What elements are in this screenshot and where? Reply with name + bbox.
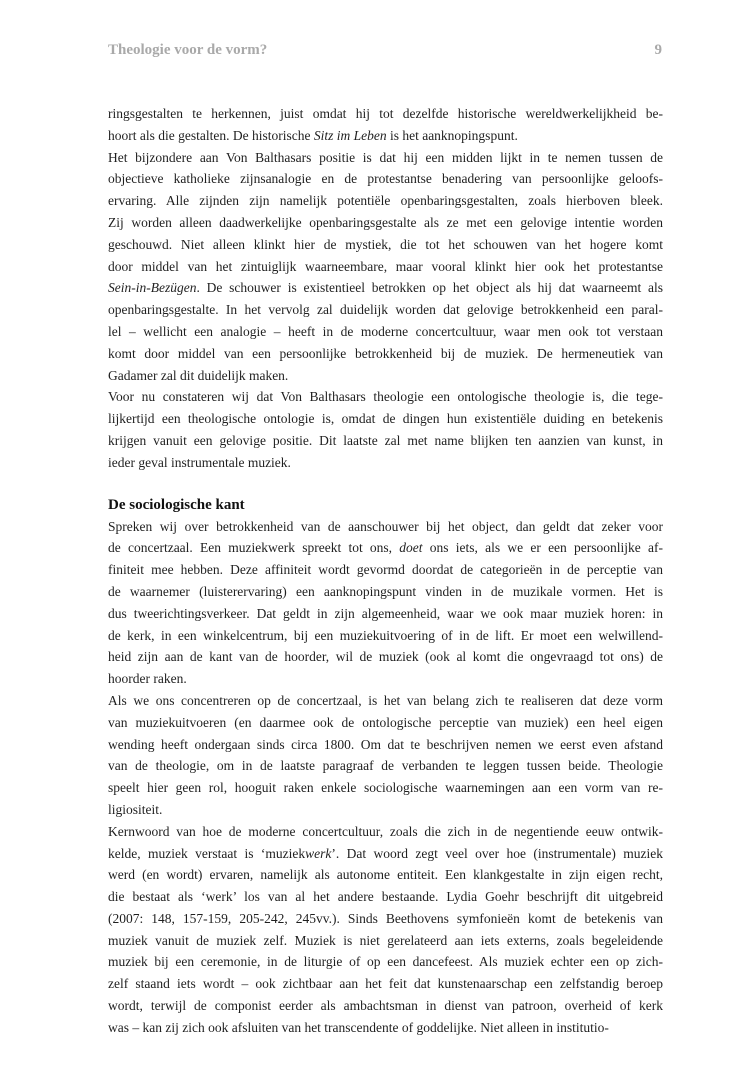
text-line [108,864,663,886]
text-run: ieder geval instrumentale muziek. [108,454,291,470]
text-line [108,147,663,169]
text-run: wending heeft ondergaan sinds circa 1800. Om dat te beschrijven nemen we eerst even afstand [108,736,663,752]
text-run: kelde, muziek verstaat is ‘muziek [108,845,306,861]
running-head [108,42,662,59]
text-line [108,646,663,668]
text-line [108,516,663,538]
text-run: krijgen vanuit een gelovige positie. Dit laatste zal met name blijken ten aanzien van kunst, in [108,432,663,448]
text-line [108,190,663,212]
text-line [108,168,663,190]
text-run: ligiositeit. [108,801,163,817]
text-run: de kerk, in een winkelcentrum, bij een muziekuitvoering of in de lift. Er moet een welwillend- [108,627,663,643]
text-line [108,668,663,690]
text-line [108,908,663,930]
text-run: openbaringsgestalte. In het vervolg zal duidelijk worden dat gelovige betrokkenheid een paral- [108,302,663,318]
text-run: Als we ons concentreren op de concertzaal, is het van belang zich te realiseren dat deze vorm [108,692,663,708]
text-run: van muziekuitvoeren (en daarmee ook de ontologische perceptie van muziek) een heel eigen [108,714,663,730]
page-number: 9 [654,42,662,58]
text-run: werd (en wordt) ervaren, namelijk als autonome entiteit. Een klankgestalte in zijn eigen recht, [108,867,663,883]
text-run: de waarnemer (luisterervaring) een aanknopingspunt vinden in de muzikale vormen. Het is [108,583,663,599]
text-run: speelt hier geen rol, hooguit raken enkele sociologische waarnemingen aan een vorm van re- [108,780,663,796]
text-line [108,843,663,865]
text-run: door middel van het zintuiglijk waarneembare, maar vooral klinkt hier ook het protestantse [108,258,663,274]
text-line [108,537,663,559]
italic-text: Sein-in-Bezügen [108,280,197,296]
text-line [108,365,663,387]
text-line [108,995,663,1017]
text-line [108,755,663,777]
text-run: Gadamer zal dit duidelijk maken. [108,367,289,383]
text-line [108,256,663,278]
text-line [108,581,663,603]
text-line [108,799,663,821]
paragraph [108,516,663,690]
text-run: lijkertijd een theologische ontologie is, omdat de dingen hun existentiële duiding en betekenis [108,411,663,427]
text-line [108,452,663,474]
text-run: Zij worden alleen daadwerkelijke openbaringsgestalte als ze met een gelovige intentie worden [108,214,663,230]
text-line [108,930,663,952]
text-line [108,343,663,365]
text-line [108,408,663,430]
text-run: is het aanknopingspunt. [386,127,518,143]
text-run: heid zijn aan de kant van de hoorder, wil de muziek (ook al komt die ongevraagd tot ons) de [108,649,663,665]
text-run: de concertzaal. Een muziekwerk spreekt tot ons, [108,540,400,556]
text-line [108,321,663,343]
text-line [108,690,663,712]
text-line [108,777,663,799]
text-line [108,821,663,843]
text-run: finiteit mee hebben. Deze affiniteit wordt gevormd doordat de categorieën in de perceptie van [108,562,663,578]
text-line [108,234,663,256]
text-run: dus tweerichtingsverkeer. Dat geldt in zijn algemeenheid, waar we ook maar muziek horen: in [108,605,663,621]
text-line [108,430,663,452]
text-run: Voor nu constateren wij dat Von Balthasars theologie een ontologische theologie is, die tege- [108,389,663,405]
text-line [108,625,663,647]
paragraph [108,147,663,387]
paragraph [108,386,663,473]
text-line [108,299,663,321]
text-line [108,103,663,125]
text-run: ringsgestalten te herkennen, juist omdat hij tot dezelfde historische wereldwerkelijkheid be- [108,106,663,121]
section-heading: De sociologische kant [108,496,245,513]
text-line [108,1017,663,1039]
text-line [108,603,663,625]
paragraph [108,690,663,821]
text-run: ’. Dat woord zegt veel over hoe (instrumentale) muziek [331,845,664,861]
text-run: was – kan zij zich ook afsluiten van het transcendente of goddelijke. Niet alleen in institutio- [108,1019,609,1035]
text-run: die bestaat als ‘werk’ los van al het andere bestaande. Lydia Goehr beschrijft dit uitgebreid [108,889,663,905]
text-run: hoorder raken. [108,671,187,687]
text-run: wordt, terwijl de componist eerder als ambachtsman in dienst van patroon, overheid of kerk [108,998,663,1014]
text-run: van de theologie, om in de laatste paragraaf de verbanden te leggen tussen beide. Theologie [108,758,663,774]
text-run: lel – wellicht een analogie – heeft in de moderne concertcultuur, waar men ook tot verstaan [108,323,663,339]
text-run: (2007: 148, 157-159, 205-242, 245vv.). Sinds Beethovens symfonieën komt de betekenis van [108,910,663,926]
text-run: Het bijzondere aan Von Balthasars positie is dat hij een midden lijkt in te nemen tussen de [108,149,663,165]
text-line [108,386,663,408]
text-line [108,559,663,581]
text-run: komt door middel van een persoonlijke betrokkenheid bij de muziek. De hermeneutiek van [108,345,663,361]
paragraph [108,103,663,147]
text-run: hoort als die gestalten. De historische [108,127,314,143]
text-line [108,712,663,734]
text-run: Spreken wij over betrokkenheid van de aanschouwer bij het object, dan geldt dat zeker voor [108,518,663,534]
text-line [108,212,663,234]
text-run: muziek vanuit de muziek zelf. Muziek is niet gerelateerd aan iets externs, zoals begeleidende [108,932,663,948]
text-line [108,973,663,995]
text-run: zelf staand iets wordt – ook zichtbaar aan het feit dat kunstenaarschap een zelfstandig beroep [108,976,663,992]
text-line [108,125,663,147]
text-line [108,951,663,973]
text-run: objectieve katholieke zijnsanalogie en de protestantse benadering van persoonlijke geloofs- [108,171,663,187]
text-line [108,277,663,299]
text-line [108,734,663,756]
italic-text: werk [305,845,332,861]
text-run: geschouwd. Niet alleen klinkt hier de mystiek, die tot het schouwen van het hogere komt [108,236,663,252]
text-run: muziek bij een ceremonie, in de liturgie of op een dancefeest. Als muziek echter een op zich- [108,954,663,970]
text-run: Kernwoord van hoe de moderne concertcultuur, zoals die zich in de negentiende eeuw ontwik- [108,823,663,839]
paragraph [108,821,663,1039]
italic-text: Sitz im Leben [313,127,387,143]
italic-text: doet [399,540,423,556]
text-line [108,886,663,908]
body-text [108,103,663,1039]
text-run: . De schouwer is existentieel betrokken op het object als hij dat waarneemt als [196,280,663,296]
text-run: ons iets, als we er een persoonlijke af- [422,540,663,556]
text-run: ervaring. Alle zijnden zijn namelijk potentiële openbaringsgestalten, zoals hierboven bleek. [108,193,663,209]
running-title: Theologie voor de vorm? [108,42,268,58]
